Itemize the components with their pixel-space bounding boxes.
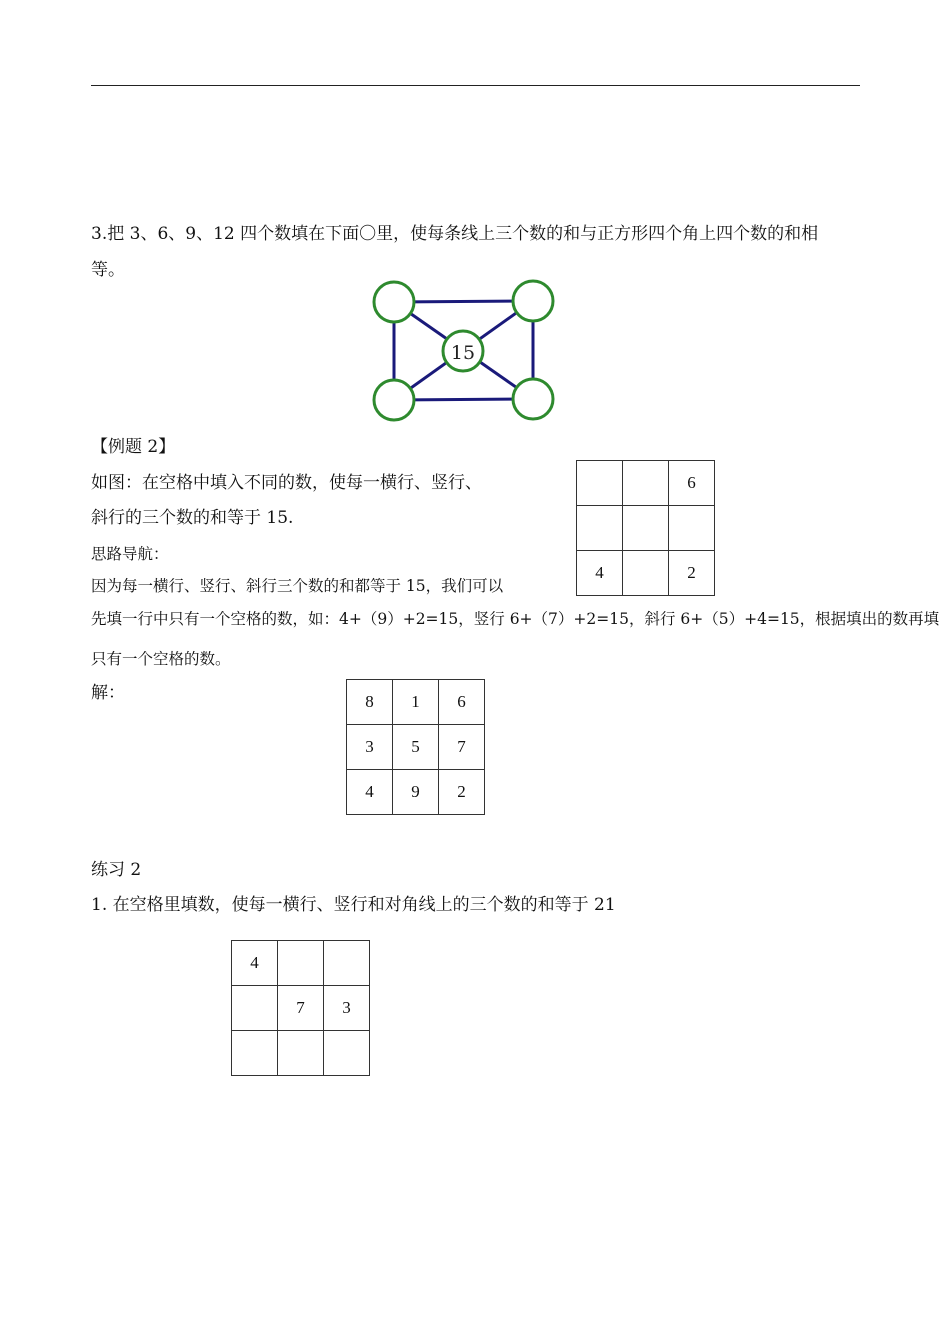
center-value: 15	[450, 342, 476, 364]
grid-cell: 8	[347, 680, 393, 725]
grid-cell	[232, 1031, 278, 1076]
header-rule	[91, 85, 860, 86]
grid-row	[232, 986, 370, 1031]
circle-top-left	[374, 282, 414, 322]
grid-cell: 4	[232, 941, 278, 986]
grid-cell: 4	[577, 551, 623, 596]
hint-line1: 因为每一横行、竖行、斜行三个数的和都等于 15，我们可以	[91, 577, 504, 595]
grid-cell: 3	[347, 725, 393, 770]
grid-row	[577, 551, 715, 596]
grid-cell	[623, 461, 669, 506]
solution-grid	[346, 679, 485, 815]
hint-line2: 先填一行中只有一个空格的数，如：4+（9）+2=15，竖行 6+（7）+2=15，斜行 6+（5）+4=15，根据填出的数再填	[91, 610, 940, 628]
grid-cell	[232, 986, 278, 1031]
circle-bottom-left	[374, 380, 414, 420]
grid-cell	[324, 941, 370, 986]
grid-cell	[623, 506, 669, 551]
problem-3-text-line2: 等。	[91, 260, 125, 280]
exercise-2-question-1: 1. 在空格里填数，使每一横行、竖行和对角线上的三个数的和等于 21	[91, 895, 616, 915]
grid-row	[577, 506, 715, 551]
example-2-desc-line2: 斜行的三个数的和等于 15.	[91, 508, 294, 528]
hint-title: 思路导航：	[91, 545, 169, 563]
grid-row	[347, 770, 485, 815]
grid-cell: 4	[347, 770, 393, 815]
grid-cell	[324, 1031, 370, 1076]
grid-cell	[278, 941, 324, 986]
grid-cell: 9	[393, 770, 439, 815]
grid-cell: 3	[324, 986, 370, 1031]
example-2-desc-line1: 如图：在空格中填入不同的数，使每一横行、竖行、	[91, 473, 482, 493]
grid-cell: 6	[439, 680, 485, 725]
grid-row	[347, 680, 485, 725]
grid-row	[232, 941, 370, 986]
circle-bottom-right	[513, 379, 553, 419]
grid-cell: 7	[439, 725, 485, 770]
hint-line3: 只有一个空格的数。	[91, 650, 231, 668]
grid-cell	[577, 461, 623, 506]
circle-square-diagram	[368, 276, 562, 428]
grid-row	[577, 461, 715, 506]
grid-cell	[278, 1031, 324, 1076]
exercise-2-heading: 练习 2	[91, 860, 142, 880]
grid-cell: 7	[278, 986, 324, 1031]
circle-top-right	[513, 281, 553, 321]
grid-cell: 5	[393, 725, 439, 770]
solution-label: 解：	[91, 683, 125, 703]
grid-cell: 6	[669, 461, 715, 506]
puzzle-grid	[576, 460, 715, 596]
grid-cell	[669, 506, 715, 551]
grid-row	[347, 725, 485, 770]
grid-cell	[623, 551, 669, 596]
grid-cell: 2	[669, 551, 715, 596]
exercise-grid	[231, 940, 370, 1076]
grid-cell: 2	[439, 770, 485, 815]
grid-cell	[577, 506, 623, 551]
example-2-heading: 【例题 2】	[91, 437, 176, 457]
grid-cell: 1	[393, 680, 439, 725]
problem-3-text-line1: 3.把 3、6、9、12 四个数填在下面〇里，使每条线上三个数的和与正方形四个角上四个数的和相	[91, 224, 819, 244]
grid-row	[232, 1031, 370, 1076]
